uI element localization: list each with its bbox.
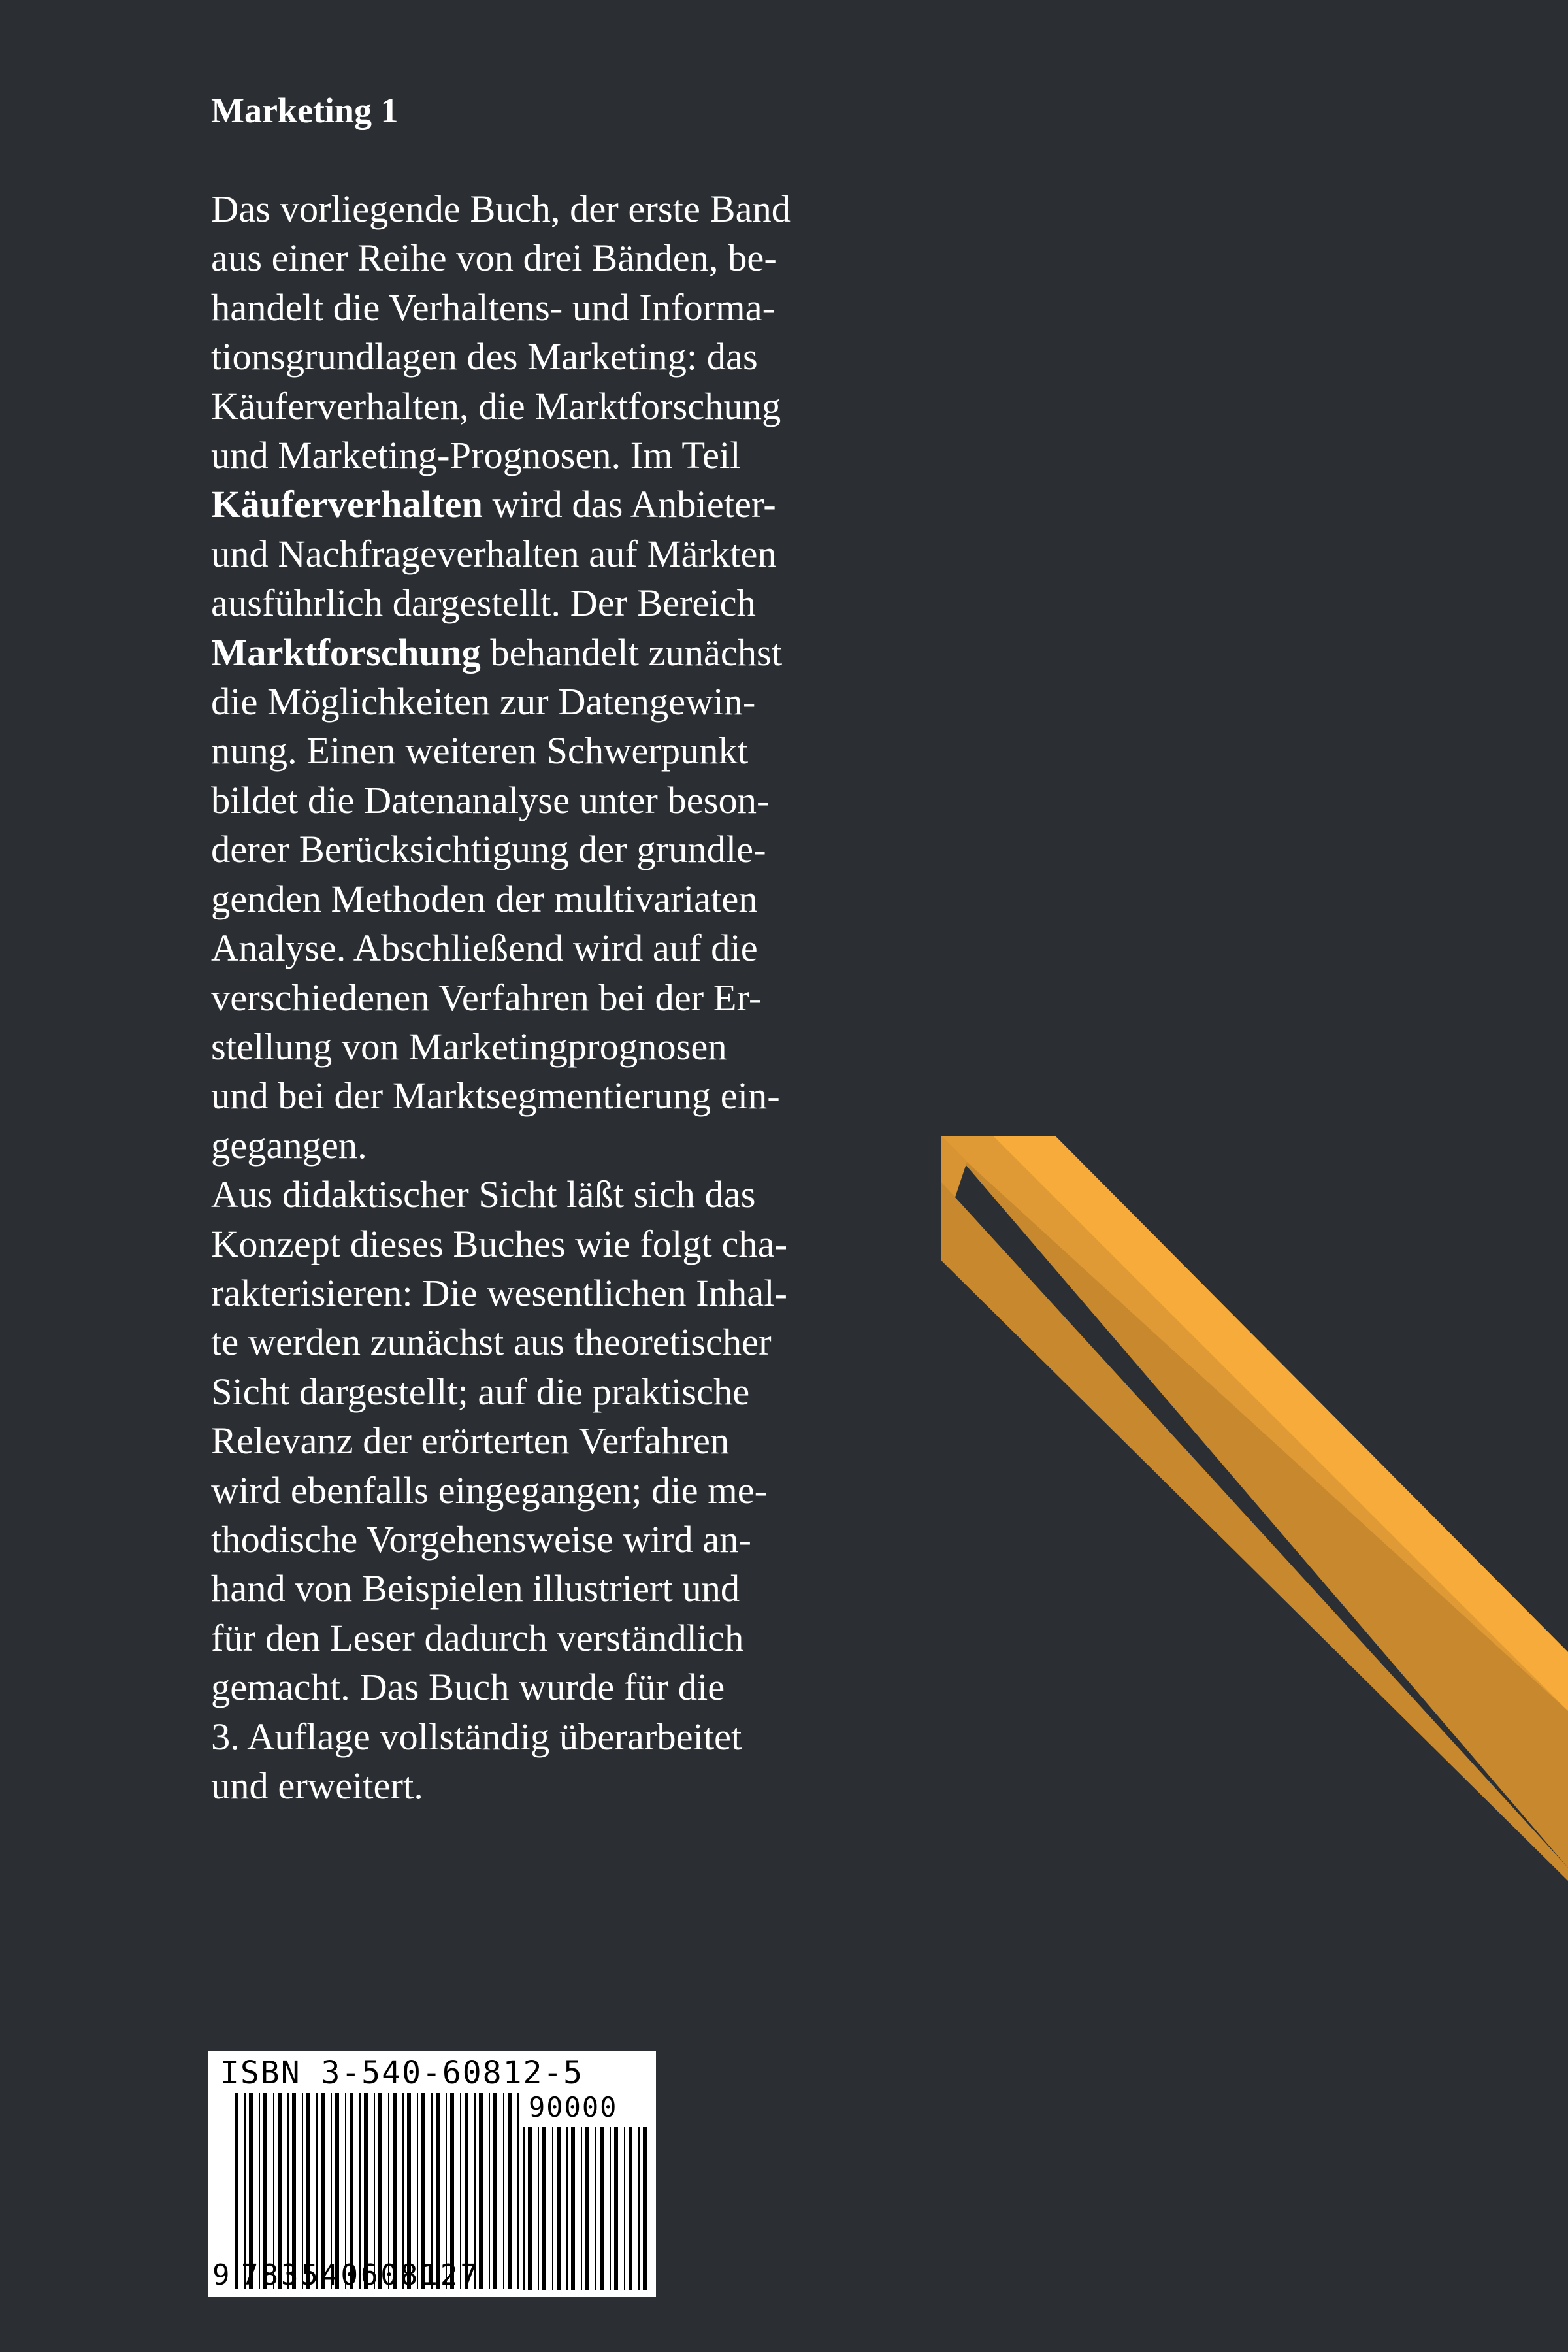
ean-first-digit: 9 bbox=[212, 2259, 230, 2292]
barcode-bar bbox=[629, 2127, 632, 2290]
description-line bbox=[211, 874, 890, 923]
description-text: te werden zunächst aus theoretischer bbox=[211, 1321, 772, 1364]
description-text: Sicht dargestellt; auf die praktische bbox=[211, 1370, 750, 1413]
description-text: gemacht. Das Buch wurde für die bbox=[211, 1666, 725, 1709]
barcode-bar bbox=[517, 2093, 519, 2289]
description-line bbox=[211, 825, 890, 874]
description-text: Konzept dieses Buches wie folgt cha- bbox=[211, 1222, 788, 1265]
description-text: thodische Vorgehensweise wird an- bbox=[211, 1517, 751, 1561]
isbn-label: ISBN 3-540-60812-5 bbox=[220, 2055, 584, 2091]
description-line bbox=[211, 1466, 890, 1515]
description-line bbox=[211, 431, 890, 480]
description-line bbox=[211, 1022, 890, 1071]
description-line bbox=[211, 1761, 890, 1810]
description-line bbox=[211, 283, 890, 332]
description-text: tionsgrundlagen des Marketing: das bbox=[211, 335, 758, 378]
barcode-bar bbox=[542, 2127, 546, 2290]
description-text: und Nachfrageverhalten auf Märkten bbox=[211, 532, 777, 575]
book-description bbox=[211, 184, 890, 1810]
barcode-bar bbox=[600, 2127, 604, 2290]
description-text: hand von Beispielen illustriert und bbox=[211, 1567, 740, 1610]
description-text: behandelt zunächst bbox=[480, 631, 783, 674]
description-line bbox=[211, 726, 890, 775]
description-text: handelt die Verhaltens- und Informa- bbox=[211, 286, 776, 329]
barcode-bar bbox=[581, 2127, 582, 2290]
barcode-bar bbox=[585, 2127, 589, 2290]
description-text: bildet die Datenanalyse unter beson- bbox=[211, 778, 770, 821]
description-text: Aus didaktischer Sicht läßt sich das bbox=[211, 1173, 756, 1216]
barcode-bar bbox=[571, 2127, 575, 2290]
barcode-bar bbox=[235, 2093, 238, 2289]
description-text: Käuferverhalten, die Marktforschung bbox=[211, 384, 781, 427]
description-text: Das vorliegende Buch, der erste Band bbox=[211, 188, 791, 230]
barcode-bar bbox=[493, 2093, 497, 2289]
description-line bbox=[211, 233, 890, 282]
barcode-bar bbox=[614, 2127, 618, 2290]
barcode-bar bbox=[538, 2127, 539, 2290]
description-text: Relevanz der erörterten Verfahren bbox=[211, 1419, 730, 1463]
description-line bbox=[211, 923, 890, 972]
barcode-bar bbox=[523, 2127, 525, 2290]
description-line bbox=[211, 184, 890, 233]
barcode-bar bbox=[610, 2127, 611, 2290]
barcode-bar bbox=[508, 2093, 512, 2289]
description-text: gegangen. bbox=[211, 1123, 367, 1167]
description-line bbox=[211, 973, 890, 1022]
isbn-barcode bbox=[208, 2051, 656, 2297]
price-code: 90000 bbox=[529, 2091, 618, 2123]
description-line bbox=[211, 1170, 890, 1219]
barcode-bar bbox=[528, 2127, 532, 2290]
description-text: stellung von Marketingprognosen bbox=[211, 1025, 727, 1068]
description-text: die Möglichkeiten zur Datengewin- bbox=[211, 680, 756, 723]
description-text: rakterisieren: Die wesentlichen Inhal- bbox=[211, 1271, 787, 1314]
description-line bbox=[211, 628, 890, 677]
barcode-bar bbox=[557, 2127, 561, 2290]
description-text: und erweitert. bbox=[211, 1764, 423, 1807]
description-text: nung. Einen weiteren Schwerpunkt bbox=[211, 729, 749, 772]
description-emphasis: Käuferverhalten bbox=[211, 483, 483, 526]
description-text: 3. Auflage vollständig überarbeitet bbox=[211, 1715, 742, 1758]
description-line bbox=[211, 1219, 890, 1268]
description-text: wird das Anbieter- bbox=[482, 483, 776, 526]
description-line bbox=[211, 1614, 890, 1663]
description-line bbox=[211, 1268, 890, 1317]
description-line bbox=[211, 677, 890, 726]
book-title: Marketing 1 bbox=[211, 91, 399, 130]
pencil-icon bbox=[941, 1136, 1568, 1881]
barcode-bar bbox=[566, 2127, 568, 2290]
description-line bbox=[211, 1515, 890, 1564]
description-text: Analyse. Abschließend wird auf die bbox=[211, 927, 758, 970]
description-line bbox=[211, 529, 890, 578]
description-line bbox=[211, 1071, 890, 1120]
description-line bbox=[211, 1121, 890, 1170]
barcode-bar bbox=[643, 2127, 647, 2290]
description-line bbox=[211, 1416, 890, 1465]
description-line bbox=[211, 480, 890, 529]
barcode-bar bbox=[638, 2127, 640, 2290]
description-emphasis: Marktforschung bbox=[211, 631, 481, 674]
description-line bbox=[211, 1317, 890, 1366]
description-text: für den Leser dadurch verständlich bbox=[211, 1616, 744, 1659]
description-line bbox=[211, 1712, 890, 1761]
barcode-bar bbox=[595, 2127, 596, 2290]
description-line bbox=[211, 332, 890, 381]
price-barcode-bars bbox=[523, 2127, 647, 2290]
description-text: und Marketing-Prognosen. Im Teil bbox=[211, 434, 741, 477]
barcode-bar bbox=[489, 2093, 490, 2289]
description-line bbox=[211, 776, 890, 825]
description-text: verschiedenen Verfahren bei der Er- bbox=[211, 976, 762, 1019]
description-line bbox=[211, 578, 890, 627]
barcode-bar bbox=[624, 2127, 625, 2290]
description-line bbox=[211, 1367, 890, 1416]
description-line bbox=[211, 1663, 890, 1712]
description-line bbox=[211, 382, 890, 431]
description-text: aus einer Reihe von drei Bänden, be- bbox=[211, 237, 777, 280]
barcode-bar bbox=[503, 2093, 504, 2289]
description-text: genden Methoden der multivariaten bbox=[211, 877, 758, 920]
barcode-bar bbox=[552, 2127, 553, 2290]
description-line bbox=[211, 1564, 890, 1613]
description-text: ausführlich dargestellt. Der Bereich bbox=[211, 582, 756, 625]
description-text: derer Berücksichtigung der grundle- bbox=[211, 828, 766, 871]
description-text: und bei der Marktsegmentierung ein- bbox=[211, 1074, 780, 1118]
description-text: wird ebenfalls eingegangen; die me- bbox=[211, 1468, 768, 1512]
ean-digits: 783540608127 bbox=[241, 2259, 480, 2292]
